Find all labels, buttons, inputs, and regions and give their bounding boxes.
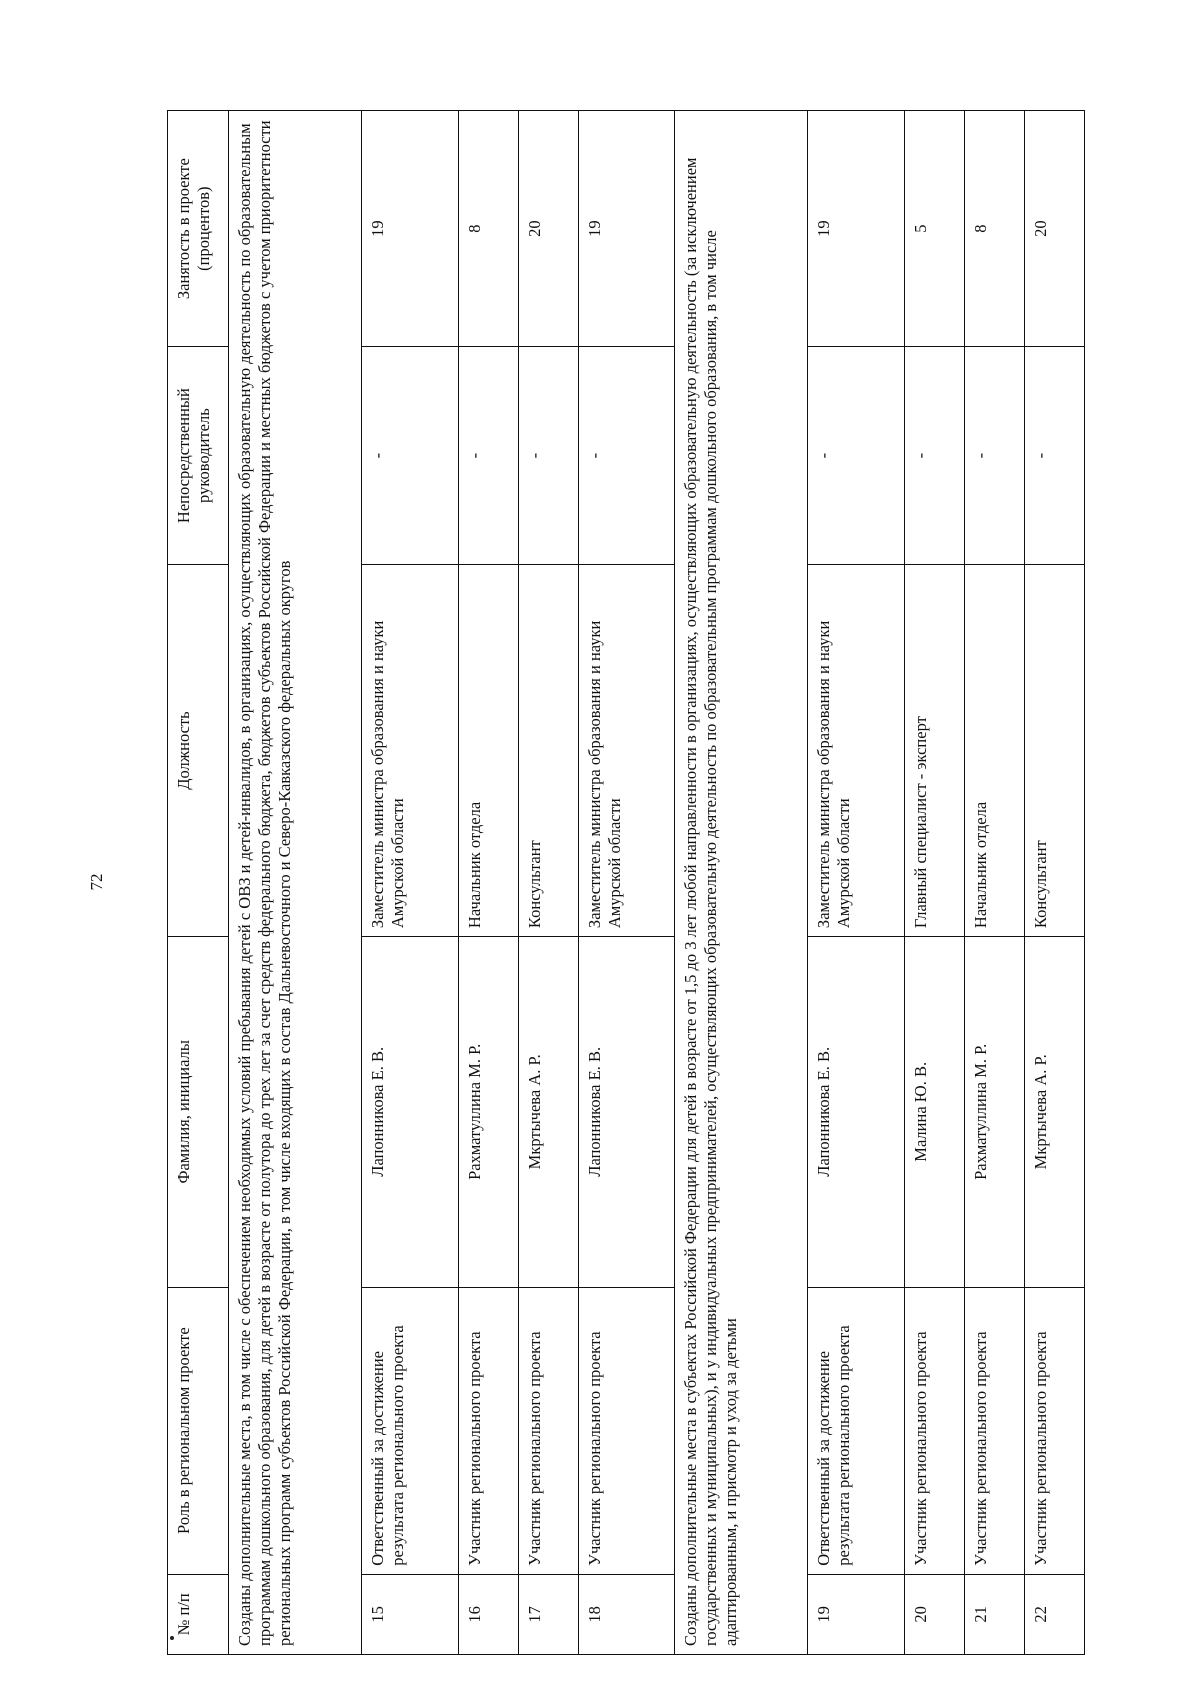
cell-position: Начальник отдела (458, 564, 518, 936)
cell-position: Заместитель министра образования и науки Амурской области (808, 564, 905, 936)
cell-manager: - (904, 347, 964, 565)
cell-num: 17 (518, 1574, 578, 1654)
table-row (1024, 111, 1084, 1655)
cell-name: Лапонникова Е. В. (362, 937, 459, 1287)
cell-num: 18 (578, 1574, 675, 1654)
cell-position: Начальник отдела (964, 564, 1024, 936)
cell-num: 21 (964, 1574, 1024, 1654)
cell-manager: - (518, 347, 578, 565)
header-role: Роль в региональном проекте (168, 1287, 229, 1574)
section-row (229, 111, 362, 1655)
cell-load: 20 (1024, 111, 1084, 347)
header-load: Занятость в проекте (процентов) (168, 111, 229, 347)
cell-name: Лапонникова Е. В. (808, 937, 905, 1287)
cell-load: 19 (808, 111, 905, 347)
cell-num: 15 (362, 1574, 459, 1654)
cell-name: Мкртычева А. Р. (518, 937, 578, 1287)
table-row (904, 111, 964, 1655)
cell-manager: - (964, 347, 1024, 565)
project-participants-table (167, 110, 1085, 1655)
cell-load: 19 (362, 111, 459, 347)
cell-manager: - (458, 347, 518, 565)
cell-load: 20 (518, 111, 578, 347)
cell-role: Участник регионального проекта (518, 1287, 578, 1574)
cell-role: Участник регионального проекта (904, 1287, 964, 1574)
cell-manager: - (362, 347, 459, 565)
cell-role: Ответственный за достижение результата регионального проекта (808, 1287, 905, 1574)
cell-name: Рахматуллина М. Р. (458, 937, 518, 1287)
cell-name: Рахматуллина М. Р. (964, 937, 1024, 1287)
table-row (362, 111, 459, 1655)
table-row (578, 111, 675, 1655)
cell-num: 19 (808, 1574, 905, 1654)
cell-num: 22 (1024, 1574, 1084, 1654)
cell-load: 8 (458, 111, 518, 347)
cell-name: Лапонникова Е. В. (578, 937, 675, 1287)
page-number: 72 (87, 873, 106, 891)
header-num: № п/п (168, 1574, 229, 1654)
cell-role: Участник регионального проекта (1024, 1287, 1084, 1574)
section-row (675, 111, 808, 1655)
table-row (808, 111, 905, 1655)
cell-role: Участник регионального проекта (458, 1287, 518, 1574)
cell-num: 16 (458, 1574, 518, 1654)
cell-position: Заместитель министра образования и науки Амурской области (362, 564, 459, 936)
table-row (964, 111, 1024, 1655)
cell-name: Малина Ю. В. (904, 937, 964, 1287)
cell-position: Заместитель министра образования и науки Амурской области (578, 564, 675, 936)
cell-load: 19 (578, 111, 675, 347)
cell-role: Участник регионального проекта (964, 1287, 1024, 1574)
cell-name: Мкртычева А. Р. (1024, 937, 1084, 1287)
cell-manager: - (808, 347, 905, 565)
table-row (518, 111, 578, 1655)
cell-position: Главный специалист - эксперт (904, 564, 964, 936)
rotated-table-wrapper (167, 110, 1085, 1655)
header-name: Фамилия, инициалы (168, 937, 229, 1287)
cell-load: 5 (904, 111, 964, 347)
cell-position: Консультант (1024, 564, 1084, 936)
cell-role: Ответственный за достижение результата регионального проекта (362, 1287, 459, 1574)
cell-position: Консультант (518, 564, 578, 936)
cell-num: 20 (904, 1574, 964, 1654)
section-title: Созданы дополнительные места, в том числе с обеспечением необходимых условий пребывания детей с ОВЗ и детей-инвалидов, в организациях, осуществляющих образовательную деятельность по образовательным программам дошкольного образования, для детей в возрасте от полутора до трех лет за счет средств федерального бюджета, бюджетов субъектов Российской Федерации и местных бюджетов с учетом приоритетности региональных программ субъектов Российской Федерации, в том числе входящих в состав Дальневосточного и Северо-Кавказского федеральных округов (229, 111, 362, 1655)
header-position: Должность (168, 564, 229, 936)
cell-manager: - (578, 347, 675, 565)
header-manager: Непосредственный руководитель (168, 347, 229, 565)
table-row (458, 111, 518, 1655)
cell-load: 8 (964, 111, 1024, 347)
cell-manager: - (1024, 347, 1084, 565)
section-title: Созданы дополнительные места в субъектах Российской Федерации для детей в возрасте от 1,5 до 3 лет любой направленности в организациях, осуществляющих образовательную деятельность (за исключением государственных и муниципальных), и у индивидуальных предпринимателей, осуществляющих образовательную деятельность по образовательным программам дошкольного образования, в том числе адаптированным, и присмотр и уход за детьми (675, 111, 808, 1655)
cell-role: Участник регионального проекта (578, 1287, 675, 1574)
table-header-row (168, 111, 229, 1655)
